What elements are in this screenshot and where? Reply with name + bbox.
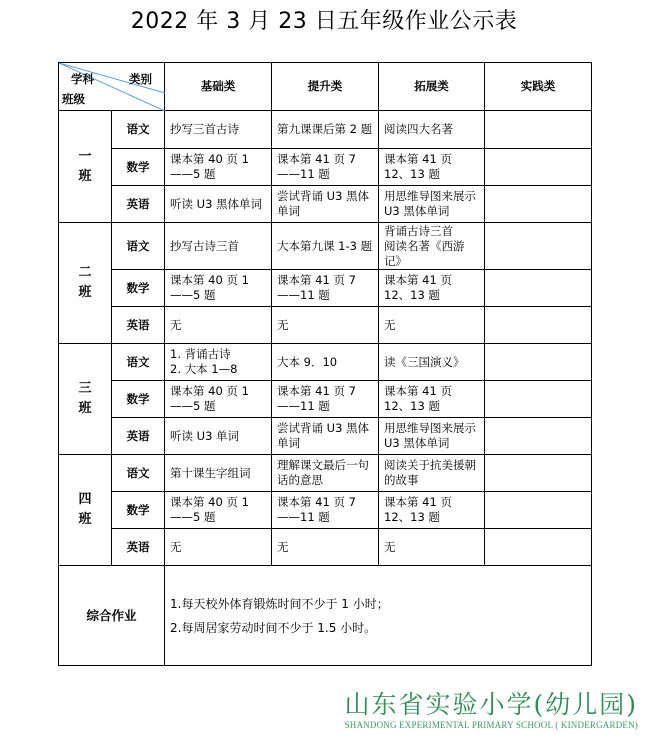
homework-table [58,62,592,666]
subject-cell: 语文 [112,455,165,492]
homework-cell-extend: 用思维导图来展示 U3 黑体单词 [379,186,485,223]
homework-cell-basic: 无 [165,529,272,566]
homework-cell-practice [485,186,592,223]
subject-cell: 英语 [112,418,165,455]
table-row [59,492,592,529]
homework-cell-practice [485,529,592,566]
homework-cell-improve: 课本第 41 页 7——11 题 [272,381,379,418]
subject-cell: 数学 [112,381,165,418]
homework-cell-improve: 无 [272,307,379,344]
class-name-cell: 一 班 [59,111,112,223]
homework-cell-basic: 听读 U3 单词 [165,418,272,455]
corner-subject-label: 学科 [71,72,94,86]
column-header-practice: 实践类 [485,63,592,111]
homework-cell-basic: 第十课生字组词 [165,455,272,492]
homework-cell-basic: 课本第 40 页 1——5 题 [165,270,272,307]
page-title: 2022 年 3 月 23 日五年级作业公示表 [130,9,518,34]
subject-cell: 数学 [112,492,165,529]
table-row [59,529,592,566]
class-name-cell: 三 班 [59,344,112,455]
homework-cell-improve: 第九课课后第 2 题 [272,111,379,149]
homework-cell-improve: 课本第 41 页 7——11 题 [272,492,379,529]
homework-cell-practice [485,381,592,418]
watermark-chinese: 山东省实验小学(幼儿园) [344,690,638,719]
subject-cell: 语文 [112,111,165,149]
homework-cell-basic: 抄写三首古诗 [165,111,272,149]
homework-cell-basic: 课本第 40 页 1——5 题 [165,149,272,186]
class-name-cell: 四 班 [59,455,112,566]
column-header-improve: 提升类 [272,63,379,111]
homework-cell-extend: 课本第 41 页 12、13 题 [379,270,485,307]
homework-table-wrapper [58,62,592,666]
subject-cell: 英语 [112,529,165,566]
homework-cell-extend: 背诵古诗三首 阅读名著《西游记》 [379,223,485,270]
header-row [59,63,592,111]
homework-cell-practice [485,455,592,492]
table-row [59,186,592,223]
homework-cell-practice [485,223,592,270]
homework-cell-basic: 课本第 40 页 1——5 题 [165,381,272,418]
school-watermark [344,690,638,730]
homework-cell-extend: 阅读四大名著 [379,111,485,149]
homework-cell-basic: 无 [165,307,272,344]
corner-class-label: 班级 [62,92,85,106]
subject-cell: 语文 [112,344,165,381]
homework-cell-extend: 无 [379,529,485,566]
homework-cell-extend: 课本第 41 页 12、13 题 [379,149,485,186]
homework-cell-extend: 读《三国演义》 [379,344,485,381]
homework-cell-extend: 课本第 41 页 12、13 题 [379,381,485,418]
table-row [59,307,592,344]
homework-cell-improve: 无 [272,529,379,566]
watermark-english: SHANDONG EXPERIMENTAL PRIMARY SCHOOL ( KINDERGARDEN) [344,720,638,730]
table-row [59,381,592,418]
subject-cell: 数学 [112,149,165,186]
homework-cell-practice [485,344,592,381]
homework-cell-practice [485,307,592,344]
comprehensive-item: 2.每周居家劳动时间不少于 1.5 小时。 [170,620,377,635]
table-row [59,344,592,381]
homework-cell-extend: 课本第 41 页 12、13 题 [379,492,485,529]
homework-cell-improve: 课本第 41 页 7——11 题 [272,270,379,307]
homework-cell-improve: 理解课文最后一句话的意思 [272,455,379,492]
comprehensive-row [59,566,592,666]
class-name-cell: 二 班 [59,223,112,344]
table-row [59,149,592,186]
subject-cell: 英语 [112,307,165,344]
homework-cell-improve: 尝试背诵 U3 黑体单词 [272,186,379,223]
table-row [59,111,592,149]
homework-cell-practice [485,270,592,307]
corner-type-label: 类别 [129,72,152,86]
homework-cell-extend: 无 [379,307,485,344]
homework-cell-practice [485,149,592,186]
homework-cell-improve: 大本 9．10 [272,344,379,381]
table-row [59,418,592,455]
column-header-extend: 拓展类 [379,63,485,111]
homework-cell-practice [485,492,592,529]
homework-cell-basic: 课本第 40 页 1——5 题 [165,492,272,529]
subject-cell: 英语 [112,186,165,223]
homework-cell-basic: 1. 背诵古诗 2. 大本 1—8 [165,344,272,381]
subject-cell: 数学 [112,270,165,307]
homework-cell-improve: 课本第 41 页 7——11 题 [272,149,379,186]
homework-cell-basic: 抄写古诗三首 [165,223,272,270]
table-row [59,270,592,307]
homework-cell-improve: 尝试背诵 U3 黑体单词 [272,418,379,455]
homework-cell-extend: 阅读关于抗美援朝的故事 [379,455,485,492]
homework-cell-extend: 用思维导图来展示 U3 黑体单词 [379,418,485,455]
comprehensive-content [165,566,592,666]
comprehensive-item: 1.每天校外体育锻炼时间不少于 1 小时； [170,596,389,611]
comprehensive-label: 综合作业 [59,566,165,666]
homework-cell-practice [485,111,592,149]
table-row [59,223,592,270]
homework-cell-improve: 大本第九课 1-3 题 [272,223,379,270]
corner-cell [59,63,165,111]
table-row [59,455,592,492]
homework-cell-basic: 听读 U3 黑体单词 [165,186,272,223]
subject-cell: 语文 [112,223,165,270]
column-header-basic: 基础类 [165,63,272,111]
homework-cell-practice [485,418,592,455]
